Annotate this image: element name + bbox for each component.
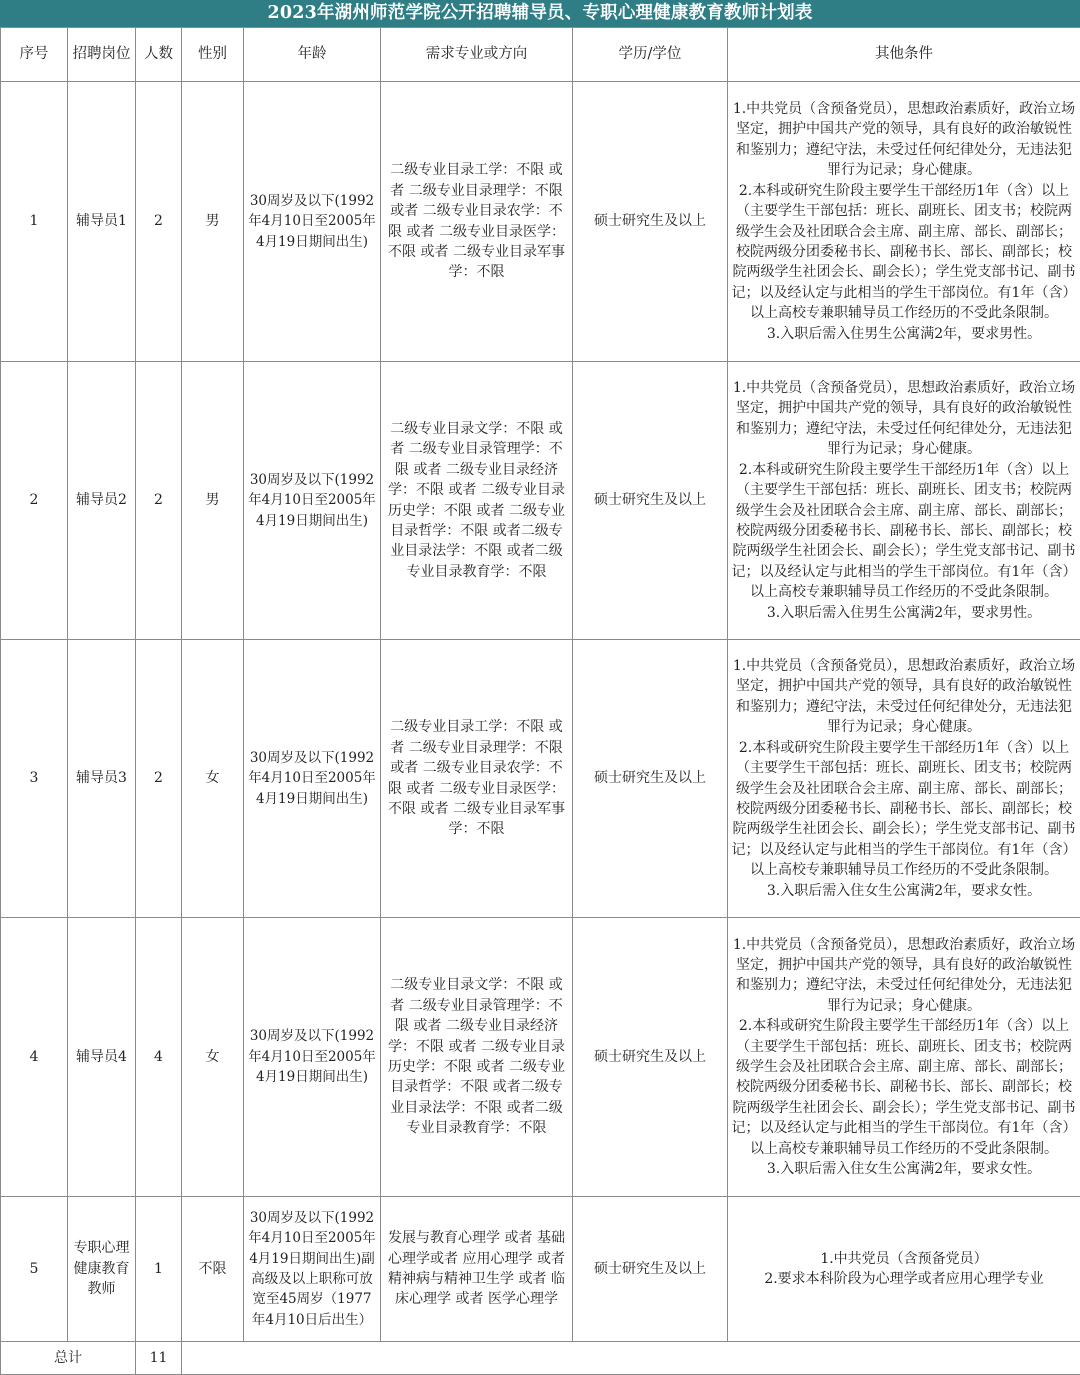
cell-gender: 男	[182, 362, 244, 640]
header-age: 年龄	[244, 28, 381, 82]
header-row	[1, 28, 1080, 82]
total-empty-cell	[182, 1342, 1080, 1375]
condition-line: 2.本科或研究生阶段主要学生干部经历1年（含）以上（主要学生干部包括：班长、副班长、团支书；校院两级学生会及社团联合会主席、副主席、部长、副部长；校院两级分团委秘书长、副秘书长、部长、副部长；校院两级学生社团会长、副会长）；学生党支部书记、副书记；以及经认定与此相当的学生干部岗位。有1年（含）以上高校专兼职辅导员工作经历的不受此条限制。	[731, 738, 1077, 881]
cell-count: 2	[136, 362, 182, 640]
condition-line: 1.中共党员（含预备党员），思想政治素质好，政治立场坚定，拥护中国共产党的领导，具有良好的政治敏锐性和鉴别力；遵纪守法，未受过任何纪律处分，无违法犯罪行为记录；身心健康。	[731, 935, 1077, 1017]
cell-major: 二级专业目录工学：不限 或者 二级专业目录理学：不限 或者 二级专业目录农学：不限 或者 二级专业目录医学：不限 或者 二级专业目录军事学：不限	[381, 640, 573, 918]
condition-line: 3.入职后需入住女生公寓满2年，要求女性。	[731, 1159, 1077, 1179]
table-row	[1, 918, 1080, 1197]
cell-major: 二级专业目录工学：不限 或者 二级专业目录理学：不限 或者 二级专业目录农学：不限 或者 二级专业目录医学：不限 或者 二级专业目录军事学：不限	[381, 82, 573, 362]
cell-conditions	[728, 640, 1080, 918]
condition-line: 3.入职后需入住女生公寓满2年，要求女性。	[731, 881, 1077, 901]
cell-gender: 女	[182, 918, 244, 1197]
cell-conditions	[728, 82, 1080, 362]
condition-line: 2.本科或研究生阶段主要学生干部经历1年（含）以上（主要学生干部包括：班长、副班长、团支书；校院两级学生会及社团联合会主席、副主席、部长、副部长；校院两级分团委秘书长、副秘书长、部长、副部长；校院两级学生社团会长、副会长）；学生党支部书记、副书记；以及经认定与此相当的学生干部岗位。有1年（含）以上高校专兼职辅导员工作经历的不受此条限制。	[731, 460, 1077, 603]
condition-line: 1.中共党员（含预备党员），思想政治素质好，政治立场坚定，拥护中国共产党的领导，具有良好的政治敏锐性和鉴别力；遵纪守法，未受过任何纪律处分，无违法犯罪行为记录；身心健康。	[731, 99, 1077, 181]
header-major: 需求专业或方向	[381, 28, 573, 82]
cell-age: 30周岁及以下(1992年4月10日至2005年4月19日期间出生)	[244, 82, 381, 362]
cell-count: 2	[136, 640, 182, 918]
cell-degree: 硕士研究生及以上	[573, 362, 728, 640]
cell-seq: 1	[1, 82, 68, 362]
table-row	[1, 362, 1080, 640]
cell-conditions	[728, 362, 1080, 640]
cell-degree: 硕士研究生及以上	[573, 640, 728, 918]
page-title: 2023年湖州师范学院公开招聘辅导员、专职心理健康教育教师计划表	[0, 0, 1080, 27]
total-row	[1, 1342, 1080, 1375]
cell-age: 30周岁及以下(1992年4月10日至2005年4月19日期间出生)	[244, 640, 381, 918]
cell-count: 4	[136, 918, 182, 1197]
cell-post: 专职心理健康教育教师	[68, 1197, 136, 1342]
header-seq: 序号	[1, 28, 68, 82]
cell-post: 辅导员1	[68, 82, 136, 362]
condition-line: 2.本科或研究生阶段主要学生干部经历1年（含）以上（主要学生干部包括：班长、副班长、团支书；校院两级学生会及社团联合会主席、副主席、部长、副部长；校院两级分团委秘书长、副秘书长、部长、副部长；校院两级学生社团会长、副会长）；学生党支部书记、副书记；以及经认定与此相当的学生干部岗位。有1年（含）以上高校专兼职辅导员工作经历的不受此条限制。	[731, 1016, 1077, 1159]
cell-seq: 3	[1, 640, 68, 918]
cell-seq: 4	[1, 918, 68, 1197]
total-count: 11	[136, 1342, 182, 1375]
header-count: 人数	[136, 28, 182, 82]
cell-post: 辅导员2	[68, 362, 136, 640]
condition-line: 1.中共党员（含预备党员）	[731, 1249, 1077, 1269]
total-label: 总计	[1, 1342, 136, 1375]
header-post: 招聘岗位	[68, 28, 136, 82]
recruitment-plan-table	[0, 27, 1080, 1375]
cell-post: 辅导员3	[68, 640, 136, 918]
cell-count: 2	[136, 82, 182, 362]
cell-degree: 硕士研究生及以上	[573, 918, 728, 1197]
table-row	[1, 1197, 1080, 1342]
condition-line: 1.中共党员（含预备党员），思想政治素质好，政治立场坚定，拥护中国共产党的领导，具有良好的政治敏锐性和鉴别力；遵纪守法，未受过任何纪律处分，无违法犯罪行为记录；身心健康。	[731, 378, 1077, 460]
table-row	[1, 640, 1080, 918]
cell-major: 二级专业目录文学：不限 或者 二级专业目录管理学：不限 或者 二级专业目录经济学：不限 或者 二级专业目录历史学：不限 或者 二级专业目录哲学：不限 或者二级专业目录法学：不限 或者二级专业目录教育学：不限	[381, 362, 573, 640]
condition-line: 2.要求本科阶段为心理学或者应用心理学专业	[731, 1269, 1077, 1289]
cell-age: 30周岁及以下(1992年4月10日至2005年4月19日期间出生)	[244, 918, 381, 1197]
cell-age: 30周岁及以下(1992年4月10日至2005年4月19日期间出生)	[244, 362, 381, 640]
cell-major: 二级专业目录文学：不限 或者 二级专业目录管理学：不限 或者 二级专业目录经济学：不限 或者 二级专业目录历史学：不限 或者 二级专业目录哲学：不限 或者二级专业目录法学：不限 或者二级专业目录教育学：不限	[381, 918, 573, 1197]
cell-post: 辅导员4	[68, 918, 136, 1197]
condition-line: 2.本科或研究生阶段主要学生干部经历1年（含）以上（主要学生干部包括：班长、副班长、团支书；校院两级学生会及社团联合会主席、副主席、部长、副部长；校院两级分团委秘书长、副秘书长、部长、副部长；校院两级学生社团会长、副会长）；学生党支部书记、副书记；以及经认定与此相当的学生干部岗位。有1年（含）以上高校专兼职辅导员工作经历的不受此条限制。	[731, 181, 1077, 324]
cell-seq: 5	[1, 1197, 68, 1342]
cell-gender: 不限	[182, 1197, 244, 1342]
cell-seq: 2	[1, 362, 68, 640]
header-degree: 学历/学位	[573, 28, 728, 82]
header-gender: 性别	[182, 28, 244, 82]
cell-gender: 男	[182, 82, 244, 362]
cell-conditions	[728, 1197, 1080, 1342]
cell-degree: 硕士研究生及以上	[573, 1197, 728, 1342]
header-other: 其他条件	[728, 28, 1080, 82]
condition-line: 3.入职后需入住男生公寓满2年，要求男性。	[731, 324, 1077, 344]
condition-line: 3.入职后需入住男生公寓满2年，要求男性。	[731, 603, 1077, 623]
cell-gender: 女	[182, 640, 244, 918]
cell-age: 30周岁及以下(1992年4月10日至2005年4月19日期间出生)副高级及以上职称可放宽至45周岁（1977年4月10日后出生）	[244, 1197, 381, 1342]
cell-major: 发展与教育心理学 或者 基础心理学或者 应用心理学 或者 精神病与精神卫生学 或者 临床心理学 或者 医学心理学	[381, 1197, 573, 1342]
table-row	[1, 82, 1080, 362]
cell-conditions	[728, 918, 1080, 1197]
cell-degree: 硕士研究生及以上	[573, 82, 728, 362]
cell-count: 1	[136, 1197, 182, 1342]
condition-line: 1.中共党员（含预备党员），思想政治素质好，政治立场坚定，拥护中国共产党的领导，具有良好的政治敏锐性和鉴别力；遵纪守法，未受过任何纪律处分，无违法犯罪行为记录；身心健康。	[731, 656, 1077, 738]
